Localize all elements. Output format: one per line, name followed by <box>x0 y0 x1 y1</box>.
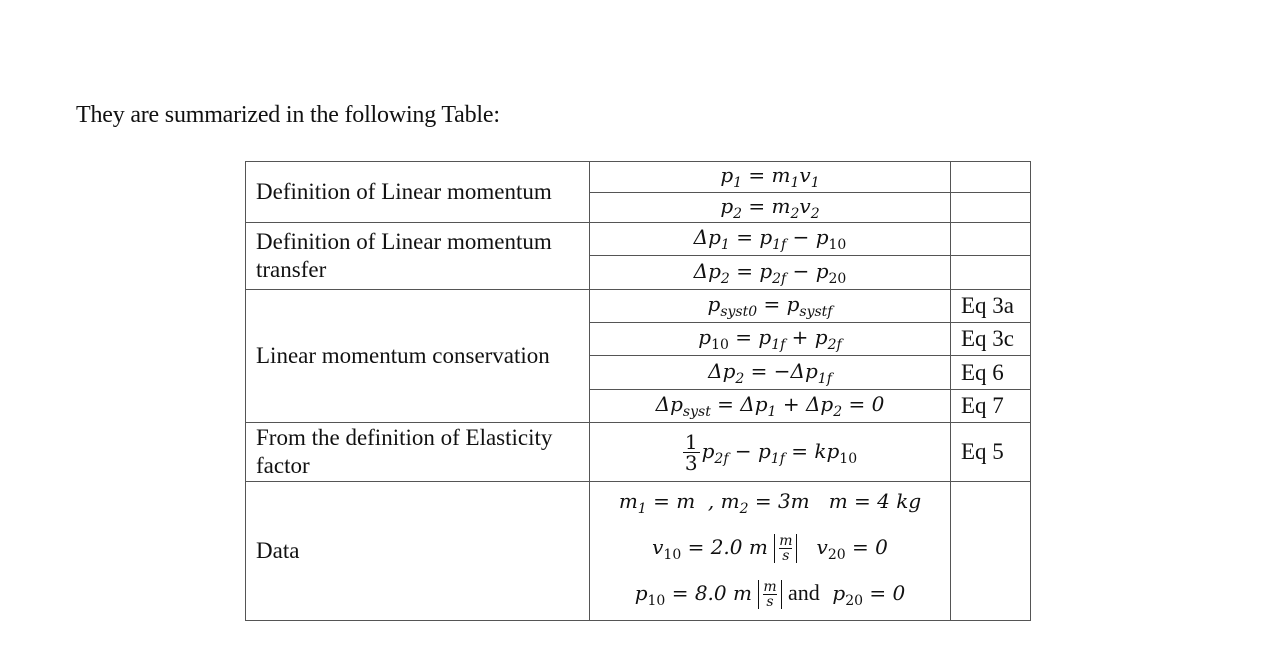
row-label-transfer: Definition of Linear momentum transfer <box>246 223 590 290</box>
empty-ref-cell <box>951 193 1031 223</box>
equation-p2: $p_2 = m_2v_2$ <box>590 193 951 223</box>
empty-ref-cell <box>951 162 1031 193</box>
intro-text: They are summarized in the following Table: <box>76 102 500 128</box>
table-row <box>246 482 1031 621</box>
data-line-velocity: $v_{10} = 2.0$ m $\frac{m}{s} v_{20} = 0$ <box>652 533 888 564</box>
empty-ref-cell <box>951 256 1031 290</box>
data-equations <box>590 482 951 621</box>
table-row <box>246 162 1031 193</box>
fraction-one-third: $\frac{1}{3}$ <box>684 429 698 475</box>
equation-dp1: $\Delta p_1 = p_{1f} - p_{10}$ <box>590 223 951 256</box>
table-row <box>246 423 1031 482</box>
equation-dp2-neg: $\Delta p_2 = -\Delta p_{1f}$ <box>590 356 951 390</box>
row-label-elasticity: From the definition of Elasticity factor <box>246 423 590 482</box>
equation-p1: $p_1 = m_1v_1$ <box>590 162 951 193</box>
table-row <box>246 223 1031 256</box>
table-row <box>246 290 1031 323</box>
data-line-mass: $m_1 = m$ , $m_2 = 3m$ m = 4 kg <box>618 489 922 517</box>
summary-table <box>245 161 1031 621</box>
eq-ref-5: Eq 5 <box>951 423 1031 482</box>
equation-p10: $p_{10} = p_{1f} + p_{2f}$ <box>590 323 951 356</box>
row-label-conservation: Linear momentum conservation <box>246 290 590 423</box>
eq-ref-7: Eq 7 <box>951 390 1031 423</box>
equation-dpsyst: $\Delta p_{syst} = \Delta p_1 + \Delta p_2 = 0$ <box>590 390 951 423</box>
row-label-data: Data <box>246 482 590 621</box>
equation-elastic: $\frac{1}{3}$ $p_{2f} - p_{1f} = kp_{10}$ <box>590 423 951 482</box>
data-line-momentum: $p_{10} = 8.0$ m $\frac{m}{s}$ and $p_{20} = 0$ <box>634 579 906 610</box>
eq-ref-6: Eq 6 <box>951 356 1031 390</box>
eq-ref-3a: Eq 3a <box>951 290 1031 323</box>
eq-ref-3c: Eq 3c <box>951 323 1031 356</box>
empty-ref-cell <box>951 482 1031 621</box>
equation-dp2: $\Delta p_2 = p_{2f} - p_{20}$ <box>590 256 951 290</box>
empty-ref-cell <box>951 223 1031 256</box>
equation-syst: $p_{syst0} = p_{systf}$ <box>590 290 951 323</box>
row-label-momentum: Definition of Linear momentum <box>246 162 590 223</box>
